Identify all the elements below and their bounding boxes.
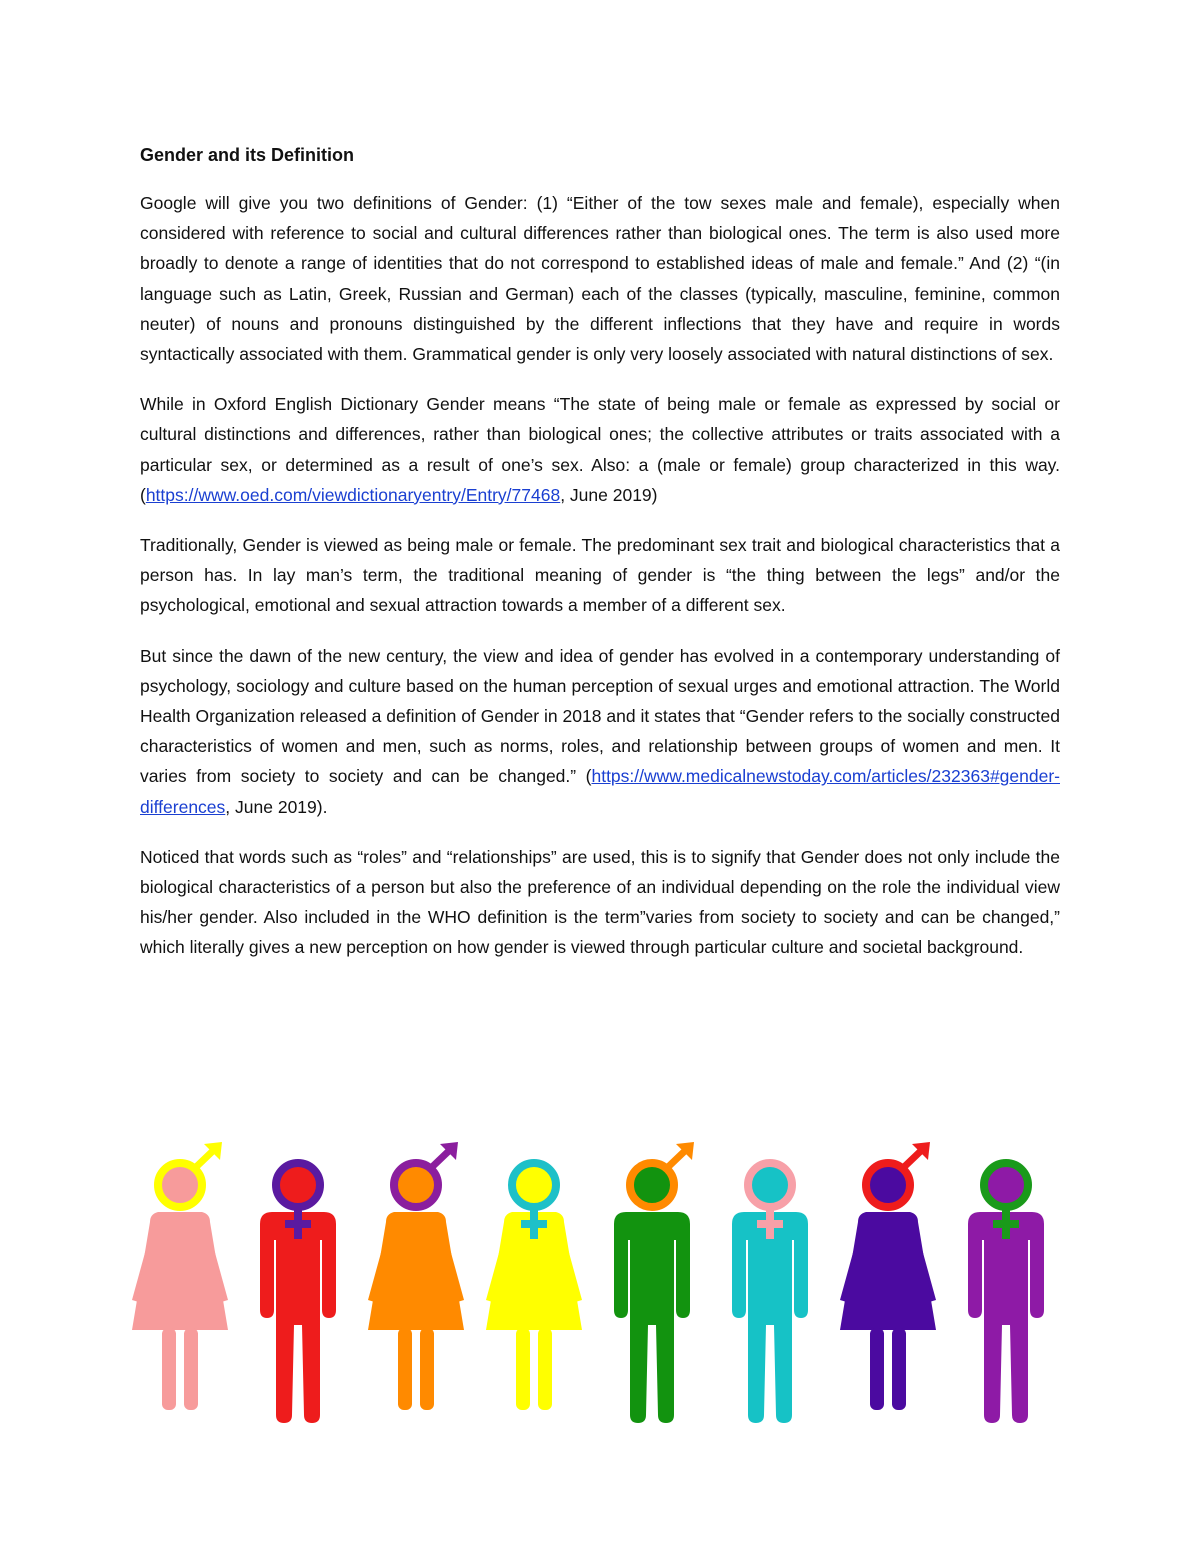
dress-body: [132, 1212, 228, 1330]
paragraph-roles-relationships: Noticed that words such as “roles” and “relationships” are used, this is to signify that Gender does not only include the biological characteristics of a person but also the preference of an individual depending on the role the individual view his/her gender. Also included in the WHO definition is the term”varies from society to society and can be changed,” which literally gives a new perception on how gender is viewed through particular culture and societal background.: [140, 846, 1060, 958]
head-ring: [630, 1163, 674, 1207]
oxford-text: While in Oxford English Dictionary Gender means “The state of being male or female as expressed by social or cultural distinctions and differences, rather than biological ones; the collective attributes or traits associated with a particular sex, or determined as a result of one’s sex. Also: a (male or female) group characterized in this way. (: [140, 394, 1060, 505]
suit-body: [732, 1212, 808, 1423]
paragraph-who-definition: [140, 641, 1060, 822]
oed-link[interactable]: https://www.oed.com/viewdictionaryentry/Entry/77468: [145, 484, 561, 505]
head-ring: [866, 1163, 910, 1207]
paragraph-google-definition: Google will give you two definitions of Gender: (1) “Either of the tow sexes male and female), especially when considered with reference to social and cultural differences rather than biological ones. The term is also used more broadly to denote a range of identities that do not correspond to established ideas of male and female.” And (2) “(in language such as Latin, Greek, Russian and German) each of the classes (typically, masculine, feminine, common neuter) of nouns and pronouns distinguished by the different inflections that they have and require in words syntactically associated with them. Grammatical gender is only very loosely associated with natural distinctions of sex.: [140, 193, 1060, 365]
paragraph-traditional-view: Traditionally, Gender is viewed as being male or female. The predominant sex trait and biological characteristics that a person has. In lay man’s term, the traditional meaning of gender is “the thing between the legs” and/or the psychological, emotional and sexual attraction towards a member of a different sex.: [140, 535, 1060, 616]
oxford-citation-tail: , June 2019): [560, 484, 658, 505]
who-text: But since the dawn of the new century, the view and idea of gender has evolved in a contemporary understanding of psychology, sociology and culture based on the human perception of sexual urges and emotional attraction. The World Health Organization released a definition of Gender in 2018 and it states that “Gender refers to the socially constructed characteristics of women and men, such as norms, roles, and relationship between groups of women and men. It varies from society to society and can be changed.” (: [140, 645, 1060, 787]
who-citation-tail: , June 2019).: [225, 796, 328, 817]
person-figure-2: [260, 1163, 336, 1423]
person-figure-6: [732, 1163, 808, 1423]
suit-body: [968, 1212, 1044, 1423]
person-figure-3: [368, 1142, 464, 1410]
dress-body: [840, 1212, 936, 1330]
head-ring: [394, 1163, 438, 1207]
head-ring: [748, 1163, 792, 1207]
person-figure-5: [614, 1142, 694, 1423]
person-figure-8: [968, 1163, 1044, 1423]
document-page: [140, 140, 1060, 983]
paragraph-oxford-definition: [140, 389, 1060, 510]
dress-body: [368, 1212, 464, 1330]
medicalnewstoday-link[interactable]: https://www.medicalnewstoday.com/articles/232363#gender-differences: [140, 766, 1060, 817]
suit-body: [614, 1212, 690, 1423]
document-title: Gender and its Definition: [140, 145, 355, 165]
head-ring: [512, 1163, 556, 1207]
gender-figures-illustration: [120, 1140, 1080, 1440]
head-ring: [276, 1163, 320, 1207]
head-ring: [984, 1163, 1028, 1207]
head-ring: [158, 1163, 202, 1207]
gender-figures-svg: [120, 1140, 1080, 1440]
person-figure-4: [486, 1163, 582, 1410]
person-figure-1: [132, 1142, 228, 1410]
person-figure-7: [840, 1142, 936, 1410]
suit-body: [260, 1212, 336, 1423]
